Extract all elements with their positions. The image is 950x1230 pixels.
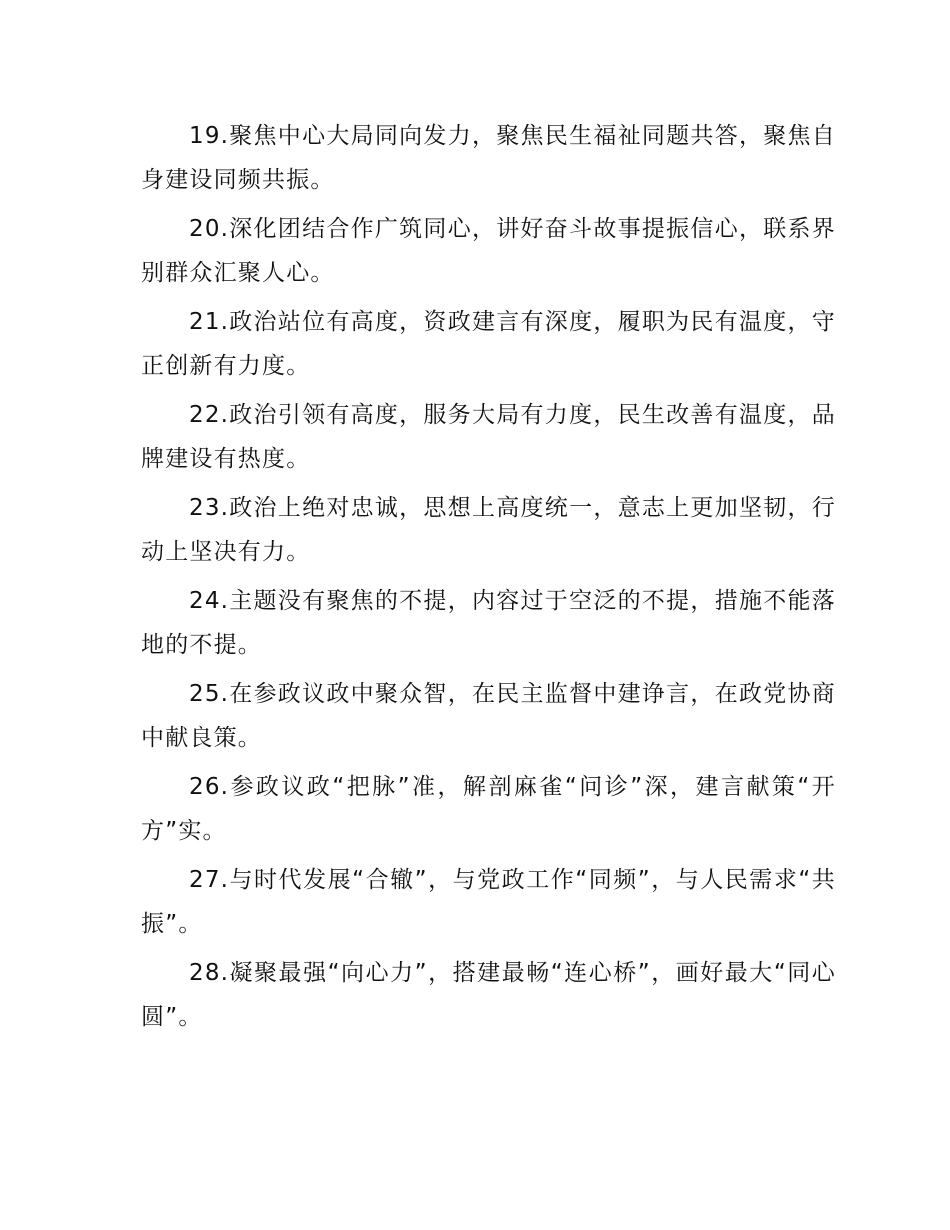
paragraph-19: 19.聚焦中心大局同向发力，聚焦民生福祉同题共答，聚焦自身建设同频共振。	[141, 123, 836, 193]
paragraph-25: 25.在参政议政中聚众智，在民主监督中建诤言，在政党协商中献良策。	[141, 681, 836, 751]
paragraph-26: 26.参政议政“把脉”准，解剖麻雀“问诊”深，建言献策“开方”实。	[141, 774, 836, 844]
paragraph-22: 22.政治引领有高度，服务大局有力度，民生改善有温度，品牌建设有热度。	[141, 402, 836, 472]
paragraph-28: 28.凝聚最强“向心力”，搭建最畅“连心桥”，画好最大“同心圆”。	[141, 960, 836, 1030]
document-body	[141, 115, 836, 1045]
paragraph-24: 24.主题没有聚焦的不提，内容过于空泛的不提，措施不能落地的不提。	[141, 588, 836, 658]
paragraph-27: 27.与时代发展“合辙”，与党政工作“同频”，与人民需求“共振”。	[141, 867, 836, 937]
paragraph-20: 20.深化团结合作广筑同心，讲好奋斗故事提振信心，联系界别群众汇聚人心。	[141, 216, 836, 286]
paragraph-23: 23.政治上绝对忠诚，思想上高度统一，意志上更加坚韧，行动上坚决有力。	[141, 495, 836, 565]
paragraph-21: 21.政治站位有高度，资政建言有深度，履职为民有温度，守正创新有力度。	[141, 309, 836, 379]
